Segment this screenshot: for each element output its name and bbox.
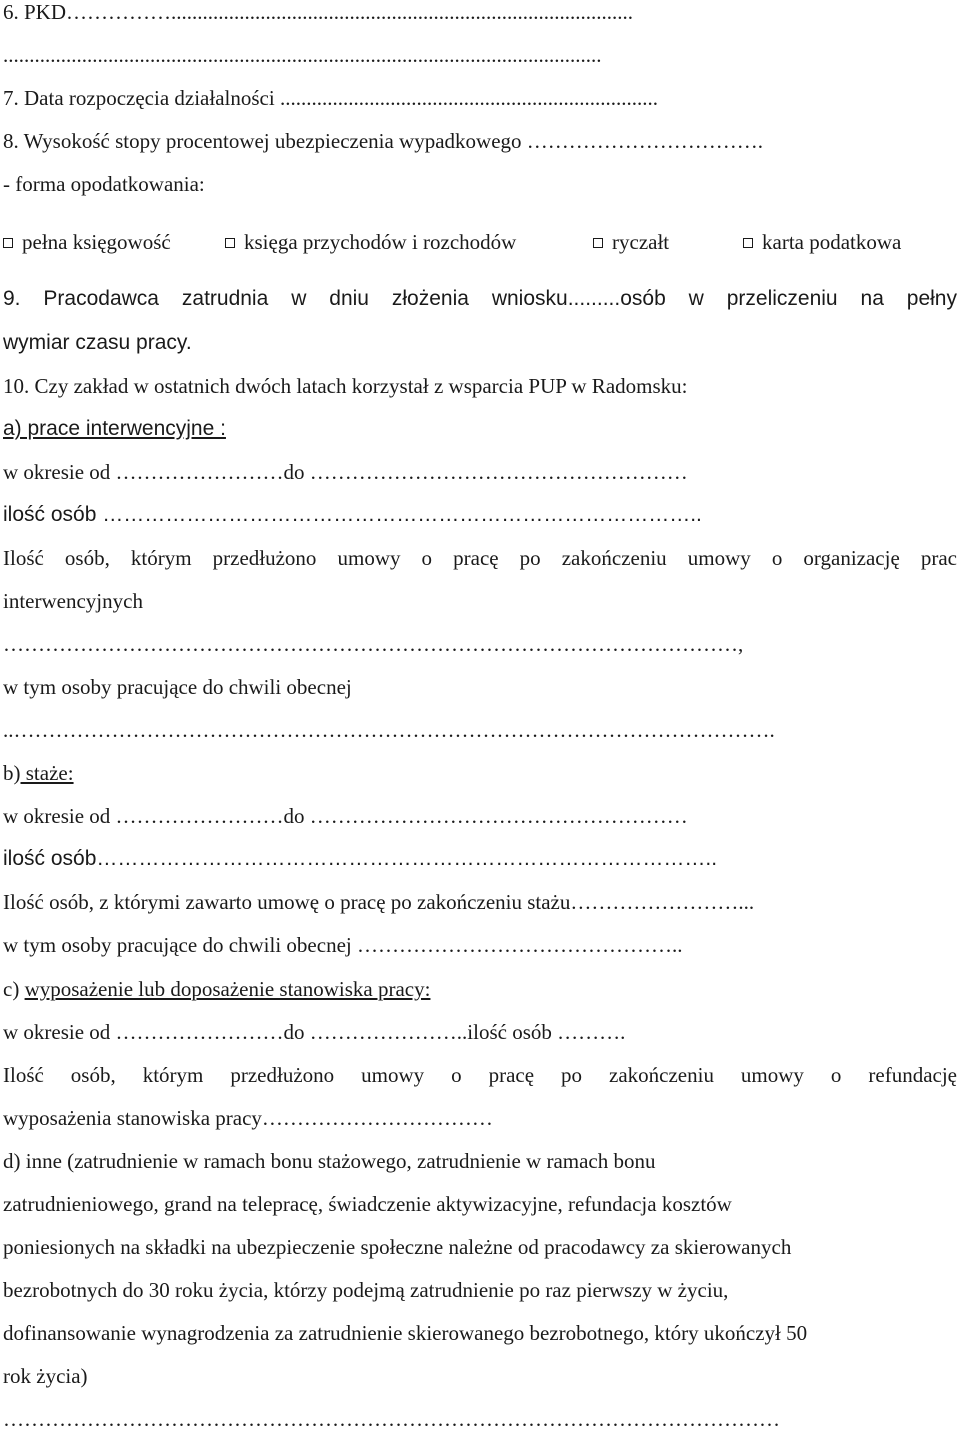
intervention-period-line: w okresie od ……………………do ……………………………………………… <box>3 460 688 484</box>
tax-option-lump-sum[interactable]: ryczałt <box>593 227 669 257</box>
checkbox-icon[interactable] <box>225 238 235 248</box>
internships-contracts-line: Ilość osób, z którymi zawarto umowę o pracę po zakończeniu stażu……………………... <box>3 890 755 914</box>
equipment-extended-contracts-continuation: wyposażenia stanowiska pracy…………………………… <box>3 1106 493 1130</box>
tax-options-row <box>3 227 957 257</box>
tax-option-full-accounting[interactable]: pełna księgowość <box>3 227 171 257</box>
intervention-still-employed-blank-line: ..………………………………………………………………………………………………. <box>3 718 775 742</box>
pup-support-question: 10. Czy zakład w ostatnich dwóch latach korzystał z wsparcia PUP w Radomsku: <box>3 374 688 398</box>
other-support-line-6: rok życia) <box>3 1364 88 1388</box>
other-support-line-3: poniesionych na składki na ubezpieczenie społeczne należne od pracodawcy za skierowanych <box>3 1235 792 1259</box>
tax-option-revenue-book[interactable]: księga przychodów i rozchodów <box>225 227 516 257</box>
other-support-line-5: dofinansowanie wynagrodzenia za zatrudnienie skierowanego bezrobotnego, który ukończył 50 <box>3 1321 808 1345</box>
pkd-continuation-line: .................................................................................................................. <box>3 43 602 67</box>
checkbox-icon[interactable] <box>3 238 13 248</box>
other-support-line-2: zatrudnieniowego, grand na telepracę, świadczenie aktywizacyjne, refundacja kosztów <box>3 1192 732 1216</box>
equipment-period-line: w okresie od ……………………do …………………..ilość osób ………. <box>3 1020 626 1044</box>
tax-option-tax-card[interactable]: karta podatkowa <box>743 227 901 257</box>
pkd-line: 6. PKD……………........................................................................................ <box>3 0 634 24</box>
intervention-extended-blank-line: ……………………………………………………………………………………………, <box>3 632 744 656</box>
intervention-extended-contracts-continuation: interwencyjnych <box>3 589 143 613</box>
intervention-works-heading: a) prace interwencyjne : <box>3 417 226 440</box>
employees-count-line: 9. Pracodawca zatrudnia w dniu złożenia wniosku.........osób w przeliczeniu na pełny <box>3 287 957 310</box>
equipment-extended-contracts-line: Ilość osób, którym przedłużono umowy o pracę po zakończeniu umowy o refundację <box>3 1063 957 1087</box>
intervention-still-employed-line: w tym osoby pracujące do chwili obecnej <box>3 675 352 699</box>
start-date-line: 7. Data rozpoczęcia działalności ........................................................................ <box>3 86 658 110</box>
internships-still-employed-line: w tym osoby pracujące do chwili obecnej ……………………………………….. <box>3 933 683 957</box>
employees-count-continuation: wymiar czasu pracy. <box>3 331 192 354</box>
tax-form-label: - forma opodatkowania: <box>3 172 205 196</box>
internships-people-count-line: ilość osób…………………………………………………………………………….. <box>3 847 718 870</box>
other-support-line-4: bezrobotnych do 30 roku życia, którzy podejmą zatrudnienie po raz pierwszy w życiu, <box>3 1278 729 1302</box>
internships-heading: b) staże: <box>3 761 74 785</box>
internships-period-line: w okresie od ……………………do ……………………………………………… <box>3 804 688 828</box>
checkbox-icon[interactable] <box>593 238 603 248</box>
intervention-extended-contracts-line: Ilość osób, którym przedłużono umowy o pracę po zakończeniu umowy o organizację prac <box>3 546 957 570</box>
other-support-line-1: d) inne (zatrudnienie w ramach bonu stażowego, zatrudnienie w ramach bonu <box>3 1149 656 1173</box>
intervention-people-count-line: ilość osób ………………………………………………………………………….. <box>3 503 702 526</box>
accident-insurance-rate-line: 8. Wysokość stopy procentowej ubezpieczenia wypadkowego ……………………………. <box>3 129 764 153</box>
other-support-blank-line: ………………………………………………………………………………………………… <box>3 1407 780 1431</box>
checkbox-icon[interactable] <box>743 238 753 248</box>
equipment-heading: c) wyposażenie lub doposażenie stanowiska pracy: <box>3 977 431 1001</box>
